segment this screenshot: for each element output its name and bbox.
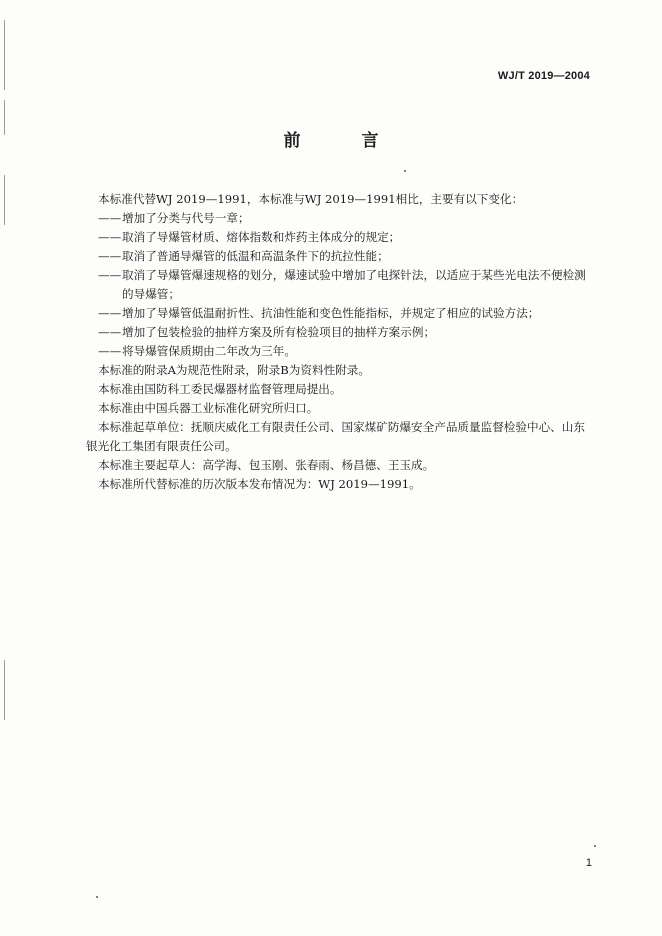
scan-speck [594,845,596,847]
change-item [98,342,594,361]
change-dash: —— [98,325,122,339]
change-text: 取消了导爆管材质、熔体指数和炸药主体成分的规定； [122,230,401,244]
change-dash: —— [98,249,122,263]
change-text: 将导爆管保质期由二年改为三年。 [122,344,296,358]
change-dash: —— [98,230,122,244]
change-text: 增加了导爆管低温耐折性、抗油性能和变色性能指标，并规定了相应的试验方法； [122,306,540,320]
change-item [98,228,594,247]
scan-margin-line [4,660,5,720]
change-item [98,247,594,266]
foreword-body [86,190,594,494]
page-number: 1 [585,857,592,869]
change-dash: —— [98,306,122,320]
drafting-units-continuation: 银光化工集团有限责任公司。 [86,439,237,453]
change-text: 增加了分类与代号一章； [122,211,250,225]
change-dash: —— [98,211,122,225]
scan-speck [404,170,406,172]
change-text: 增加了包装检验的抽样方案及所有检验项目的抽样方案示例； [122,325,436,339]
scan-speck [96,896,98,898]
scan-margin-line [4,20,5,90]
change-item [98,209,594,228]
drafters-paragraph: 本标准主要起草人：高学海、包玉刚、张春雨、杨昌德、王玉成。 [98,458,435,472]
change-item [98,266,594,304]
history-paragraph: 本标准所代替标准的历次版本发布情况为：WJ 2019—1991。 [98,477,421,491]
proposed-by-paragraph: 本标准由国防科工委民爆器材监督管理局提出。 [98,382,342,396]
change-item [98,304,594,323]
scan-margin-line [4,175,5,225]
change-text: 取消了普通导爆管的低温和高温条件下的抗拉性能； [122,249,389,263]
change-item [98,323,594,342]
standard-code: WJ/T 2019—2004 [497,70,590,82]
drafting-units-paragraph: 本标准起草单位：抚顺庆威化工有限责任公司、国家煤矿防爆安全产品质量监督检验中心、山东 [98,420,585,434]
change-text: 取消了导爆管爆速规格的划分，爆速试验中增加了电探针法，以适应于某些光电法不便检测的导爆管； [122,268,586,301]
appendix-paragraph: 本标准的附录A为规范性附录，附录B为资料性附录。 [98,363,370,377]
page-title: 前 言 [283,131,401,151]
change-dash: —— [98,344,122,358]
intro-paragraph: 本标准代替WJ 2019—1991，本标准与WJ 2019—1991相比，主要有以下变化： [98,192,524,206]
managed-by-paragraph: 本标准由中国兵器工业标准化研究所归口。 [98,401,319,415]
change-dash: —— [98,268,122,282]
